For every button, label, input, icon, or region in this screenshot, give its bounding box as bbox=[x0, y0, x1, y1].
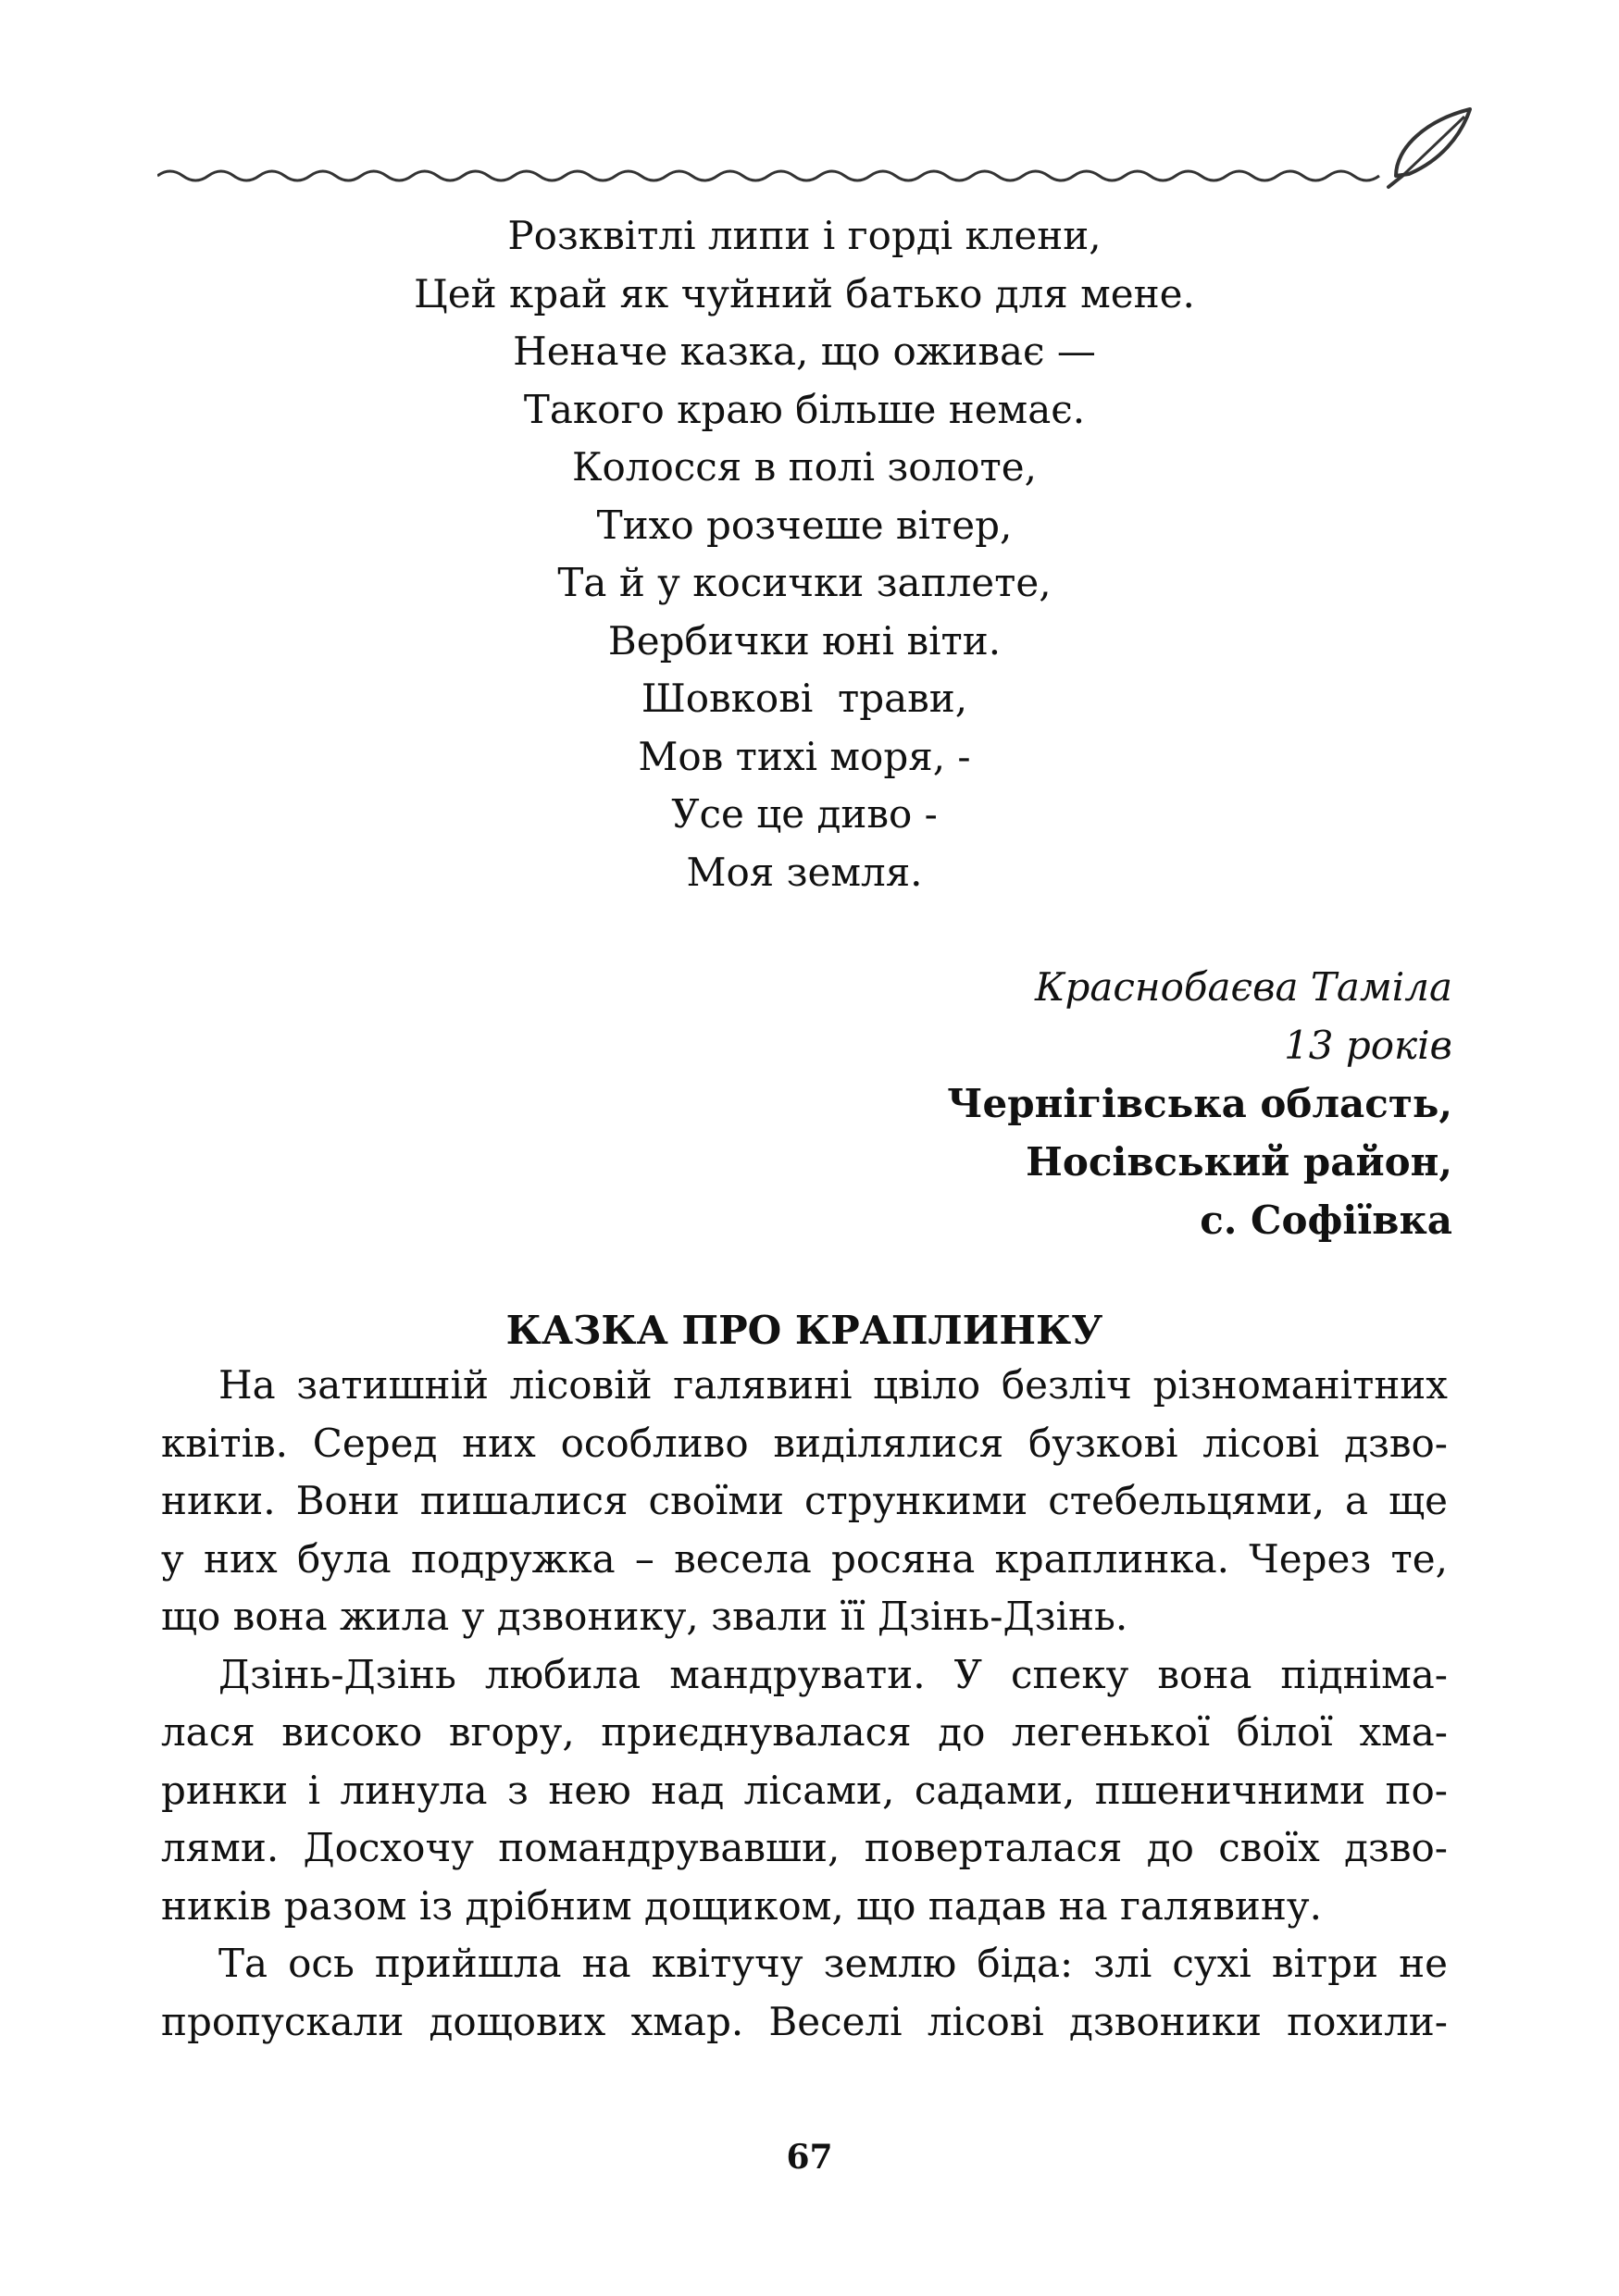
author-region: Чернігівська область, bbox=[947, 1081, 1452, 1126]
story-line: що вона жила у дзвонику, звали її Дзінь-Дзінь. bbox=[161, 1594, 1128, 1639]
story-line: На затишній лісовій галявині цвіло безліч різноманітних bbox=[218, 1362, 1448, 1408]
poem-line: Шовкові трави, bbox=[641, 676, 968, 721]
header-ornament bbox=[157, 102, 1490, 204]
author-name: Краснобаєва Таміла bbox=[1034, 964, 1452, 1010]
story-line: квітів. Серед них особливо виділялися бузкові лісові дзво- bbox=[161, 1420, 1448, 1466]
poem-line: Моя земля. bbox=[686, 849, 923, 895]
story-line: лями. Досхочу помандрувавши, поверталася до своїх дзво- bbox=[161, 1825, 1448, 1870]
page-number: 67 bbox=[786, 2138, 833, 2177]
story-paragraph bbox=[161, 1646, 1448, 1936]
story-line: Та ось прийшла на квітучу землю біда: злі сухі вітри не bbox=[218, 1941, 1448, 1986]
poem-line: Вербички юні віти. bbox=[607, 617, 1002, 664]
author-age: 13 років bbox=[1284, 1023, 1452, 1068]
story-title: КАЗКА ПРО КРАПЛИНКУ bbox=[505, 1308, 1103, 1353]
quill-pen-icon bbox=[1389, 109, 1470, 187]
author-signature bbox=[527, 958, 1452, 1249]
poem-line: Такого краю більше немає. bbox=[523, 386, 1086, 432]
story-line: ників разом із дрібним дощиком, що падав на галявину. bbox=[161, 1882, 1322, 1929]
poem-line: Тихо розчеше вітер, bbox=[596, 502, 1013, 548]
poem-line: Колосся в полі золоте, bbox=[572, 444, 1037, 490]
story-paragraph bbox=[161, 1935, 1448, 2051]
story-body bbox=[161, 1357, 1448, 2051]
author-district: Носівський район, bbox=[1026, 1139, 1452, 1185]
poem-line: Розквітлі липи і горді клени, bbox=[507, 213, 1102, 258]
poem-line: Неначе казка, що оживає — bbox=[513, 329, 1096, 374]
story-line: пропускали дощових хмар. Веселі лісові дзвоники похили- bbox=[161, 1998, 1448, 2044]
poem-line: Усе це диво - bbox=[671, 791, 938, 837]
wavy-line bbox=[157, 171, 1379, 180]
story-paragraph bbox=[161, 1357, 1448, 1646]
story-line: у них була подружка – весела росяна краплинка. Через те, bbox=[161, 1535, 1448, 1582]
poem-line: Мов тихі моря, - bbox=[638, 733, 971, 779]
poem-line: Та й у косички заплете, bbox=[557, 560, 1052, 605]
story-line: Дзінь-Дзінь любила мандрувати. У спеку вона підніма- bbox=[218, 1651, 1448, 1697]
story-line: лася високо вгору, приєднувалася до легенької білої хма- bbox=[161, 1709, 1448, 1755]
story-line: ринки і линула з нею над лісами, садами, пшеничними по- bbox=[161, 1767, 1448, 1813]
poem bbox=[161, 207, 1448, 901]
story-line: ники. Вони пишалися своїми стрункими стебельцями, а ще bbox=[161, 1478, 1448, 1523]
author-village: с. Софіївка bbox=[1200, 1198, 1452, 1243]
poem-line: Цей край як чуйний батько для мене. bbox=[414, 270, 1195, 316]
